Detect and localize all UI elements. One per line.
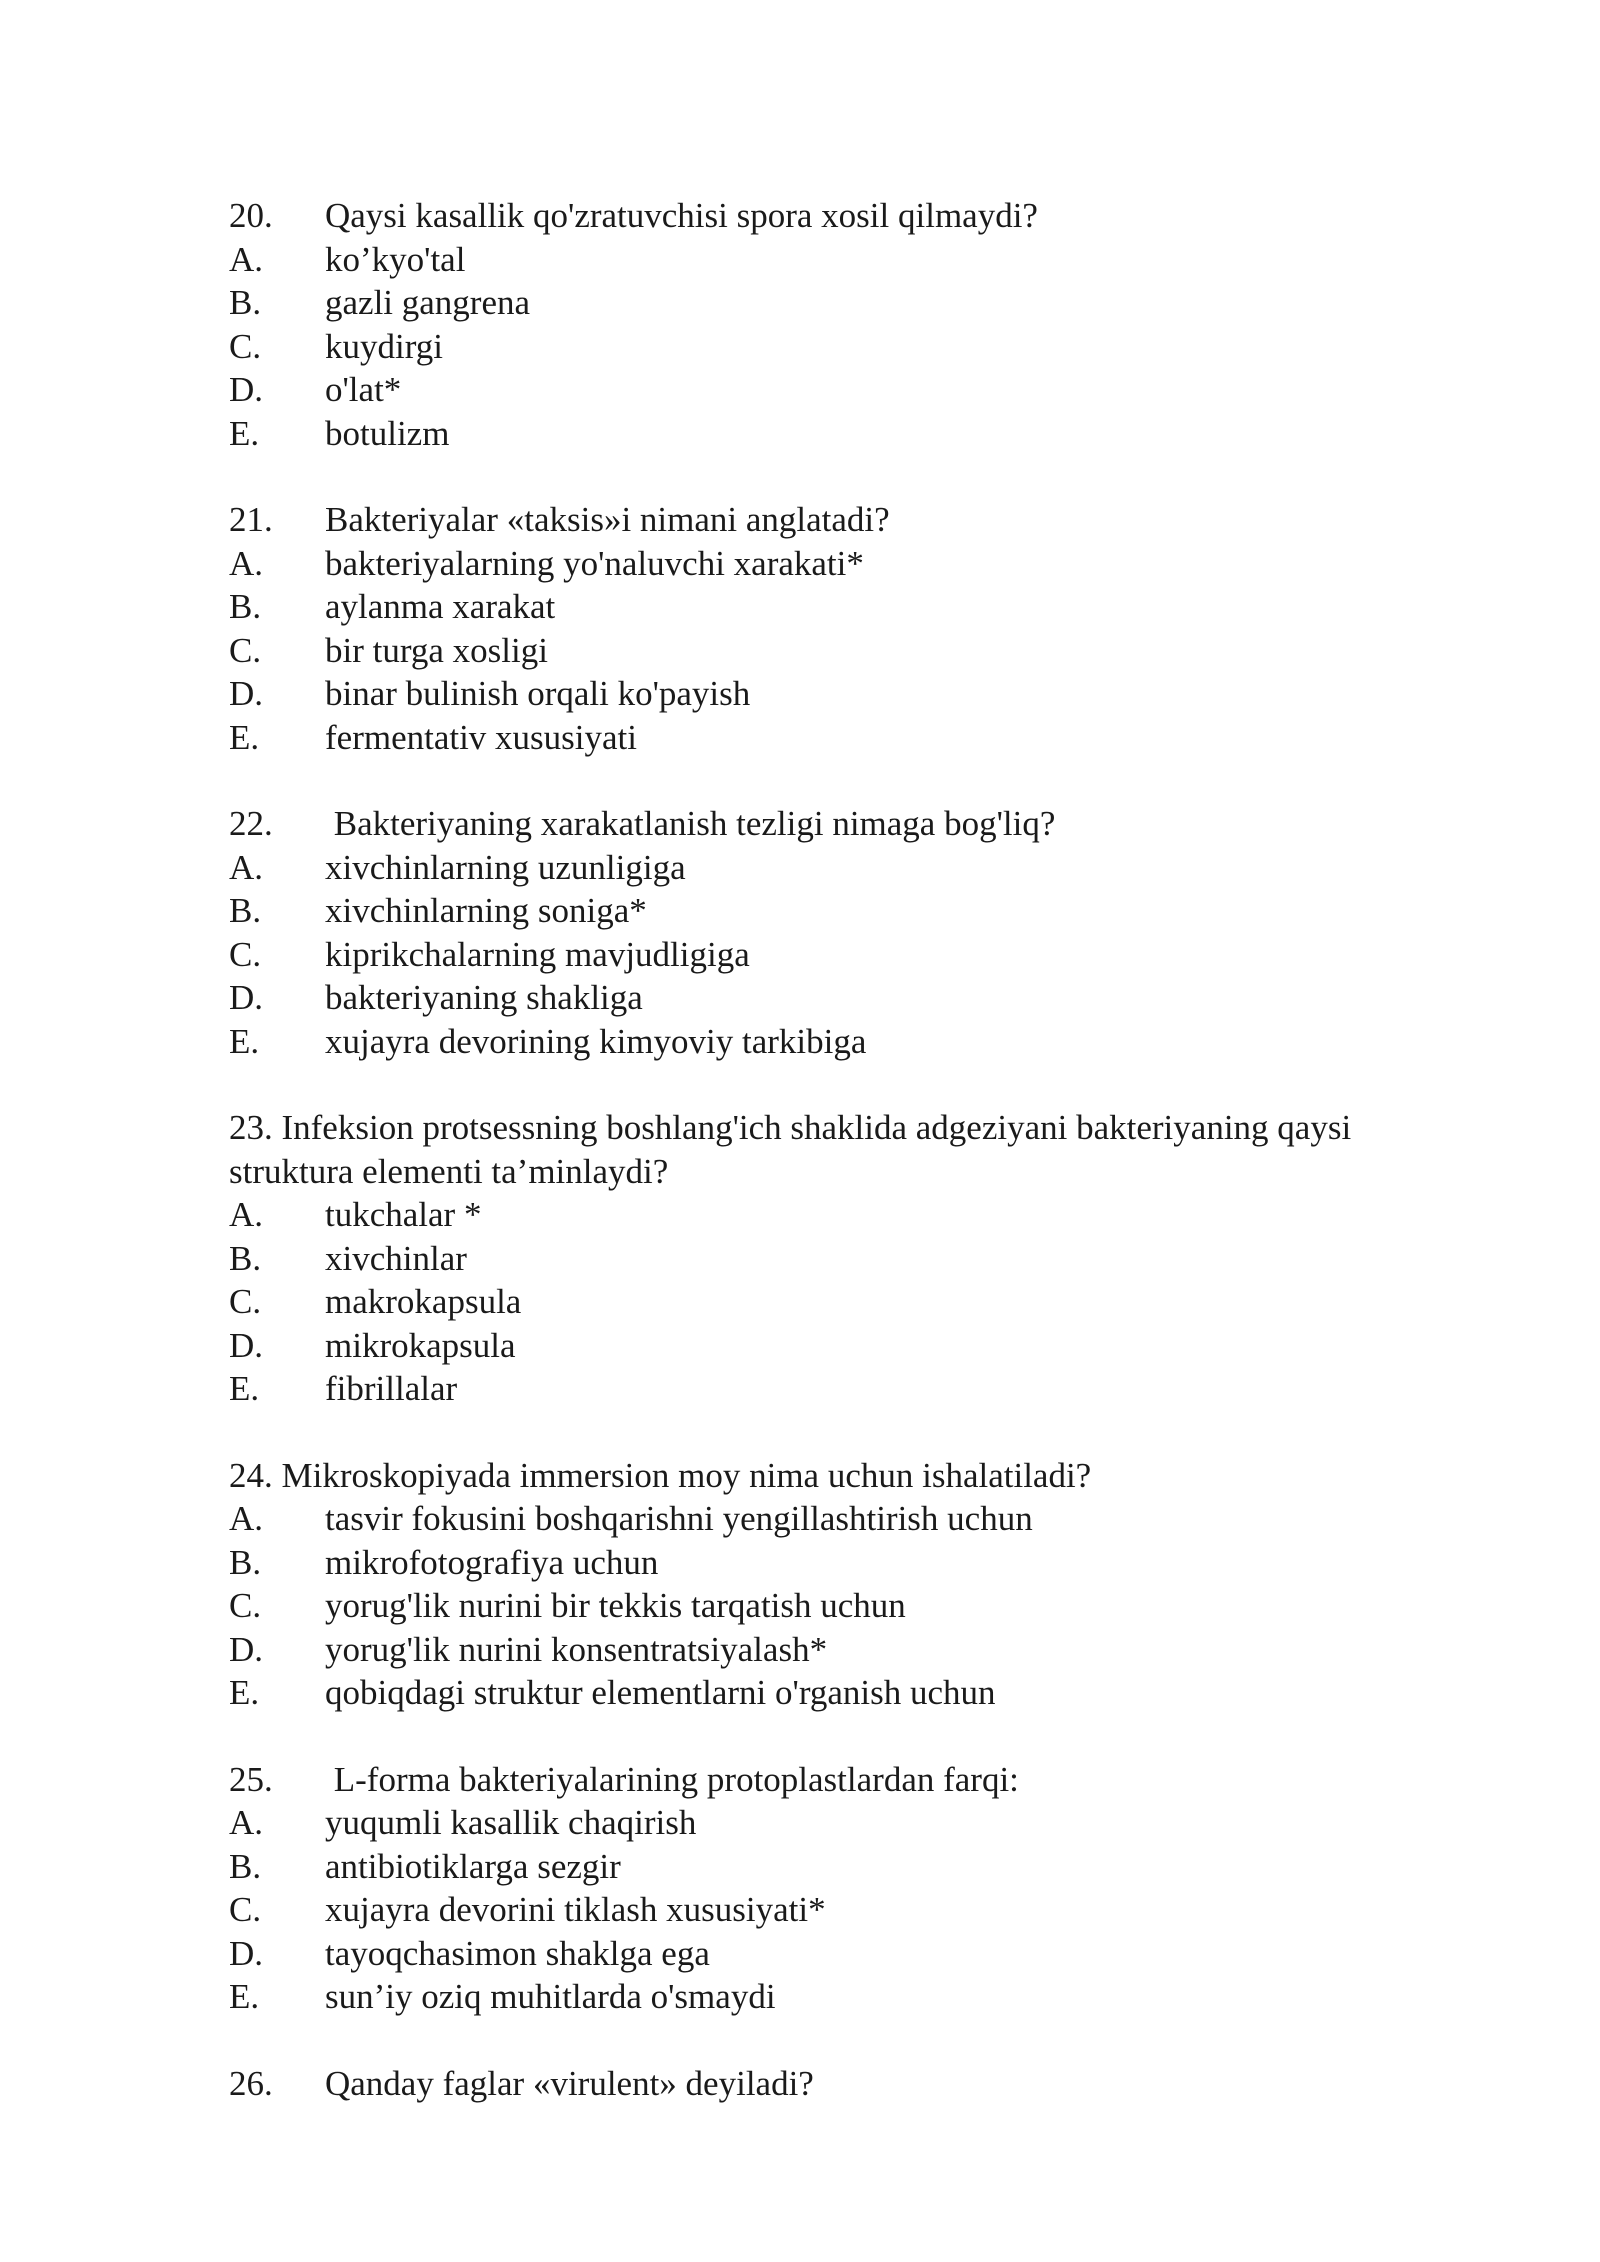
answer-option: [229, 1541, 1459, 1585]
answer-option: [229, 585, 1459, 629]
answer-option: [229, 1497, 1459, 1541]
answer-option: [229, 1671, 1459, 1715]
question-line: [229, 2062, 1459, 2106]
option-letter: D.: [229, 978, 264, 1017]
answer-option: [229, 1584, 1459, 1628]
option-letter: C.: [229, 1282, 262, 1321]
question-number: 22.: [229, 804, 273, 843]
option-letter: B.: [229, 1238, 262, 1278]
answer-option: [229, 1932, 1459, 1976]
option-text: ko’kyo'tal: [325, 239, 466, 279]
option-letter: E.: [229, 717, 260, 757]
question-spacer: [273, 1108, 282, 1147]
option-text: antibiotiklarga sezgir: [325, 1846, 621, 1886]
option-text: fermentativ xususiyati: [325, 717, 638, 757]
option-text: xivchinlar: [325, 1238, 467, 1278]
question-block: [229, 802, 1459, 1063]
question-text: Bakteriyaning xarakatlanish tezligi nimaga bog'liq?: [325, 804, 1056, 843]
option-letter: B.: [229, 1542, 262, 1582]
question-block: [229, 498, 1459, 759]
option-text: tasvir fokusini boshqarishni yengillashtirish uchun: [325, 1499, 1033, 1538]
option-letter: E.: [229, 1673, 260, 1712]
option-text: xivchinlarning uzunligiga: [325, 847, 686, 887]
option-letter: C.: [229, 1586, 262, 1625]
question-block: [229, 1758, 1459, 2019]
option-text: tayoqchasimon shaklga ega: [325, 1933, 710, 1973]
option-text: kuydirgi: [325, 326, 443, 366]
answer-option: [229, 238, 1459, 282]
option-letter: C.: [229, 630, 262, 670]
option-letter: D.: [229, 674, 264, 713]
answer-option: [229, 976, 1459, 1020]
option-letter: E.: [229, 413, 260, 453]
question-number: 26.: [229, 2063, 273, 2103]
option-letter: E.: [229, 1021, 260, 1061]
answer-option: [229, 672, 1459, 716]
option-text: o'lat*: [325, 370, 402, 409]
answer-option: [229, 1020, 1459, 1064]
question-block: [229, 194, 1459, 455]
option-text: mikrofotografiya uchun: [325, 1542, 659, 1582]
question-text: Bakteriyalar «taksis»i nimani anglatadi?: [325, 500, 890, 539]
option-letter: B.: [229, 891, 262, 930]
option-letter: C.: [229, 934, 262, 974]
option-letter: D.: [229, 1325, 264, 1365]
option-text: bakteriyaning shakliga: [325, 978, 643, 1017]
question-line: [229, 1758, 1459, 1802]
option-letter: A.: [229, 847, 264, 887]
question-number: 20.: [229, 196, 273, 235]
option-text: xujayra devorini tiklash xususiyati*: [325, 1890, 826, 1929]
question-number: 21.: [229, 500, 273, 539]
answer-option: [229, 1975, 1459, 2019]
answer-option: [229, 1628, 1459, 1672]
option-text: yorug'lik nurini konsentratsiyalash*: [325, 1629, 828, 1669]
answer-option: [229, 542, 1459, 586]
answer-option: [229, 412, 1459, 456]
option-letter: A.: [229, 543, 264, 583]
option-text: sun’iy oziq muhitlarda o'smaydi: [325, 1977, 776, 2016]
option-text: binar bulinish orqali ko'payish: [325, 674, 751, 713]
question-line: [229, 498, 1459, 542]
option-text: aylanma xarakat: [325, 587, 556, 626]
option-letter: B.: [229, 587, 262, 626]
answer-option: [229, 1280, 1459, 1324]
option-letter: D.: [229, 1933, 264, 1973]
option-letter: D.: [229, 370, 264, 409]
option-text: mikrokapsula: [325, 1325, 516, 1365]
question-spacer: [273, 1456, 282, 1495]
option-text: yorug'lik nurini bir tekkis tarqatish uchun: [325, 1586, 906, 1625]
question-block: [229, 1106, 1459, 1411]
question-number: 23.: [229, 1108, 273, 1147]
question-line: [229, 802, 1459, 846]
option-text: xujayra devorining kimyoviy tarkibiga: [325, 1021, 867, 1061]
answer-option: [229, 325, 1459, 369]
option-text: gazli gangrena: [325, 283, 531, 322]
question-text: Mikroskopiyada immersion moy nima uchun ishalatiladi?: [281, 1455, 1092, 1495]
option-text: makrokapsula: [325, 1282, 522, 1321]
option-letter: A.: [229, 239, 264, 279]
option-text: qobiqdagi struktur elementlarni o'rganish uchun: [325, 1673, 996, 1712]
answer-option: [229, 1367, 1459, 1411]
answer-option: [229, 716, 1459, 760]
document-page: [229, 194, 1459, 2148]
option-text: tukchalar *: [325, 1195, 482, 1234]
question-line: [229, 1454, 1459, 1498]
option-text: botulizm: [325, 413, 450, 453]
question-line: [229, 194, 1459, 238]
option-letter: D.: [229, 1629, 264, 1669]
answer-option: [229, 889, 1459, 933]
option-text: bakteriyalarning yo'naluvchi xarakati*: [325, 543, 864, 583]
option-letter: A.: [229, 1195, 264, 1234]
answer-option: [229, 1237, 1459, 1281]
answer-option: [229, 1324, 1459, 1368]
answer-option: [229, 629, 1459, 673]
answer-option: [229, 933, 1459, 977]
answer-option: [229, 1845, 1459, 1889]
option-letter: A.: [229, 1803, 264, 1842]
answer-option: [229, 846, 1459, 890]
answer-option: [229, 1193, 1459, 1237]
answer-option: [229, 281, 1459, 325]
question-text: Qaysi kasallik qo'zratuvchisi spora xosil qilmaydi?: [325, 196, 1038, 235]
question-number: 25.: [229, 1759, 273, 1799]
option-text: kiprikchalarning mavjudligiga: [325, 934, 750, 974]
question-block: [229, 1454, 1459, 1715]
answer-option: [229, 368, 1459, 412]
question-text: Qanday faglar «virulent» deyiladi?: [325, 2063, 814, 2103]
option-text: fibrillalar: [325, 1369, 458, 1408]
question-line: [229, 1106, 1459, 1193]
question-text: Infeksion protsessning boshlang'ich shaklida adgeziyani bakteriyaning qaysi struktura elementi ta’minlaydi?: [229, 1108, 1352, 1191]
option-text: yuqumli kasallik chaqirish: [325, 1803, 697, 1842]
question-block: [229, 2062, 1459, 2106]
option-text: bir turga xosligi: [325, 630, 548, 670]
option-letter: B.: [229, 1846, 262, 1886]
option-text: xivchinlarning soniga*: [325, 891, 647, 930]
option-letter: C.: [229, 326, 262, 366]
question-text: L-forma bakteriyalarining protoplastlardan farqi:: [325, 1759, 1019, 1799]
answer-option: [229, 1888, 1459, 1932]
option-letter: E.: [229, 1977, 260, 2016]
answer-option: [229, 1801, 1459, 1845]
option-letter: A.: [229, 1499, 264, 1538]
option-letter: B.: [229, 283, 262, 322]
question-number: 24.: [229, 1455, 273, 1495]
option-letter: C.: [229, 1890, 262, 1929]
option-letter: E.: [229, 1369, 260, 1408]
